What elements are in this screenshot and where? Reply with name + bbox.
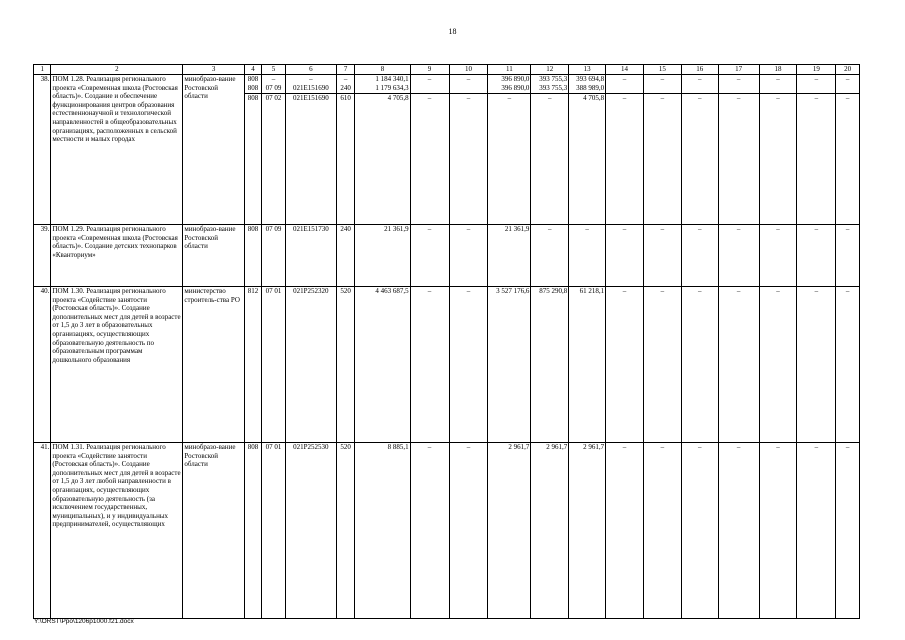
file-path-footer: Y:\ORST\Ppo\1206p1000.f21.docx (34, 618, 134, 625)
row-number: 38. (34, 75, 51, 225)
cell-value: – (836, 287, 860, 443)
cell-value: – (797, 287, 836, 443)
cell-grbs: 808 808 (244, 75, 261, 94)
row-executor: министерство строитель-ства РО (183, 287, 244, 443)
cell-expense-type: – 240 (336, 75, 354, 94)
row-number: 41. (34, 443, 51, 619)
cell-value: – (606, 287, 644, 443)
cell-value: – (606, 443, 644, 619)
cell-section: 07 02 (262, 94, 286, 225)
col-header: 17 (718, 65, 759, 75)
cell-value: – (569, 225, 606, 287)
cell-value: 61 218,1 (569, 287, 606, 443)
cell-value: 3 527 176,6 (488, 287, 531, 443)
cell-target-article: 021E151730 (285, 225, 336, 287)
col-header: 4 (244, 65, 261, 75)
cell-value: – (836, 75, 860, 94)
cell-value: – (718, 94, 759, 225)
cell-value: – (449, 225, 488, 287)
cell-value: – (797, 94, 836, 225)
col-header: 15 (643, 65, 681, 75)
cell-value: 875 290,8 (531, 287, 569, 443)
cell-value: 21 361,9 (488, 225, 531, 287)
col-header: 5 (262, 65, 286, 75)
cell-value: – (681, 287, 718, 443)
page-number: 18 (448, 27, 457, 36)
row-number: 39. (34, 225, 51, 287)
cell-value: 2 961,7 (488, 443, 531, 619)
cell-value: – (643, 75, 681, 94)
cell-value: – (797, 225, 836, 287)
col-header: 16 (681, 65, 718, 75)
cell-value: – (797, 443, 836, 619)
table-row (34, 225, 860, 287)
col-header: 12 (531, 65, 569, 75)
cell-target-article: 021P252530 (285, 443, 336, 619)
cell-value: – (606, 94, 644, 225)
col-header: 19 (797, 65, 836, 75)
col-header: 3 (183, 65, 244, 75)
cell-value: – (449, 443, 488, 619)
col-header: 20 (836, 65, 860, 75)
row-measure-name: ПОМ 1.29. Реализация регионального проекта «Современная школа (Ростовская область)». Создание детских технопарков «Кванториум» (51, 225, 183, 287)
cell-section: – 07 09 (262, 75, 286, 94)
cell-value: – (449, 287, 488, 443)
col-header: 2 (51, 65, 183, 75)
cell-value: – (410, 287, 449, 443)
cell-value: – (643, 287, 681, 443)
cell-value: – (759, 94, 797, 225)
cell-value: 2 961,7 (569, 443, 606, 619)
cell-expense-type: 240 (336, 225, 354, 287)
cell-value: – (718, 287, 759, 443)
col-header: 18 (759, 65, 797, 75)
col-header: 7 (336, 65, 354, 75)
cell-value: – (681, 75, 718, 94)
cell-value: – (410, 94, 449, 225)
program-table (33, 64, 860, 619)
cell-value: 393 755,3 393 755,3 (531, 75, 569, 94)
row-executor: минобразо-вание Ростовской области (183, 75, 244, 225)
cell-value: – (836, 94, 860, 225)
cell-value: – (718, 75, 759, 94)
column-number-row (34, 65, 860, 75)
cell-value: – (643, 94, 681, 225)
cell-value: – (759, 443, 797, 619)
row-number: 40. (34, 287, 51, 443)
cell-expense-type: 520 (336, 287, 354, 443)
cell-grbs: 808 (244, 443, 261, 619)
cell-value: – (606, 75, 644, 94)
row-executor: минобразо-вание Ростовской области (183, 443, 244, 619)
cell-value: – (759, 225, 797, 287)
cell-target-article: 021P252320 (285, 287, 336, 443)
col-header: 9 (410, 65, 449, 75)
cell-expense-type: 610 (336, 94, 354, 225)
cell-grbs: 812 (244, 287, 261, 443)
cell-section: 07 01 (262, 287, 286, 443)
cell-value: 396 890,0 396 890,0 (488, 75, 531, 94)
cell-section: 07 09 (262, 225, 286, 287)
cell-value: – (410, 225, 449, 287)
cell-value: – (759, 287, 797, 443)
cell-value: – (410, 75, 449, 94)
cell-value: – (836, 443, 860, 619)
cell-value: – (681, 225, 718, 287)
cell-value: – (681, 94, 718, 225)
cell-value: – (606, 225, 644, 287)
cell-value: – (681, 443, 718, 619)
cell-value: – (718, 443, 759, 619)
cell-value: 4 705,8 (569, 94, 606, 225)
cell-value: – (449, 75, 488, 94)
col-header: 8 (355, 65, 410, 75)
col-header: 13 (569, 65, 606, 75)
row-measure-name: ПОМ 1.30. Реализация регионального проекта «Содействие занятости (Ростовская область)». Создание дополнительных мест для детей в возрасте от 1,5 до 3 лет в образовательных организациях, осуществляющих образовательную деятельность по образовательным программам дошкольного образования (51, 287, 183, 443)
col-header: 14 (606, 65, 644, 75)
cell-total: 4 705,8 (355, 94, 410, 225)
cell-value: – (449, 94, 488, 225)
row-measure-name: ПОМ 1.31. Реализация регионального проекта «Содействие занятости (Ростовская область)». Создание дополнительных мест для детей в возрасте от 1,5 до 3 лет любой направленности в организациях, осуществляющих образовательную деятельность (за исключением государственных, муниципальных), и у индивидуальных предпринимателей, осуществляющих (51, 443, 183, 619)
cell-value: – (531, 225, 569, 287)
cell-total: 1 184 340,1 1 179 634,3 (355, 75, 410, 94)
cell-value: 393 694,8 388 989,0 (569, 75, 606, 94)
cell-target-article: 021E151690 (285, 94, 336, 225)
cell-total: 8 885,1 (355, 443, 410, 619)
cell-target-article: – 021E151690 (285, 75, 336, 94)
col-header: 11 (488, 65, 531, 75)
cell-value: – (643, 225, 681, 287)
cell-value: – (836, 225, 860, 287)
col-header: 6 (285, 65, 336, 75)
cell-section: 07 01 (262, 443, 286, 619)
cell-total: 4 463 687,5 (355, 287, 410, 443)
cell-grbs: 808 (244, 225, 261, 287)
cell-value: – (488, 94, 531, 225)
col-header: 1 (34, 65, 51, 75)
row-executor: минобразо-вание Ростовской области (183, 225, 244, 287)
cell-value: – (759, 75, 797, 94)
row-measure-name: ПОМ 1.28. Реализация регионального проекта «Современная школа (Ростовская область)». Создание и обеспечение функционирования центров образования естественнонаучной и технологической направленностей в общеобразовательных организациях, расположенных в сельской местности и малых городах (51, 75, 183, 225)
cell-value: 2 961,7 (531, 443, 569, 619)
cell-value: – (643, 443, 681, 619)
table-row (34, 287, 860, 443)
table-row (34, 443, 860, 619)
cell-value: – (797, 75, 836, 94)
cell-value: – (718, 225, 759, 287)
cell-value: – (410, 443, 449, 619)
cell-expense-type: 520 (336, 443, 354, 619)
cell-total: 21 361,9 (355, 225, 410, 287)
cell-grbs: 808 (244, 94, 261, 225)
col-header: 10 (449, 65, 488, 75)
cell-value: – (531, 94, 569, 225)
table-row (34, 75, 860, 94)
